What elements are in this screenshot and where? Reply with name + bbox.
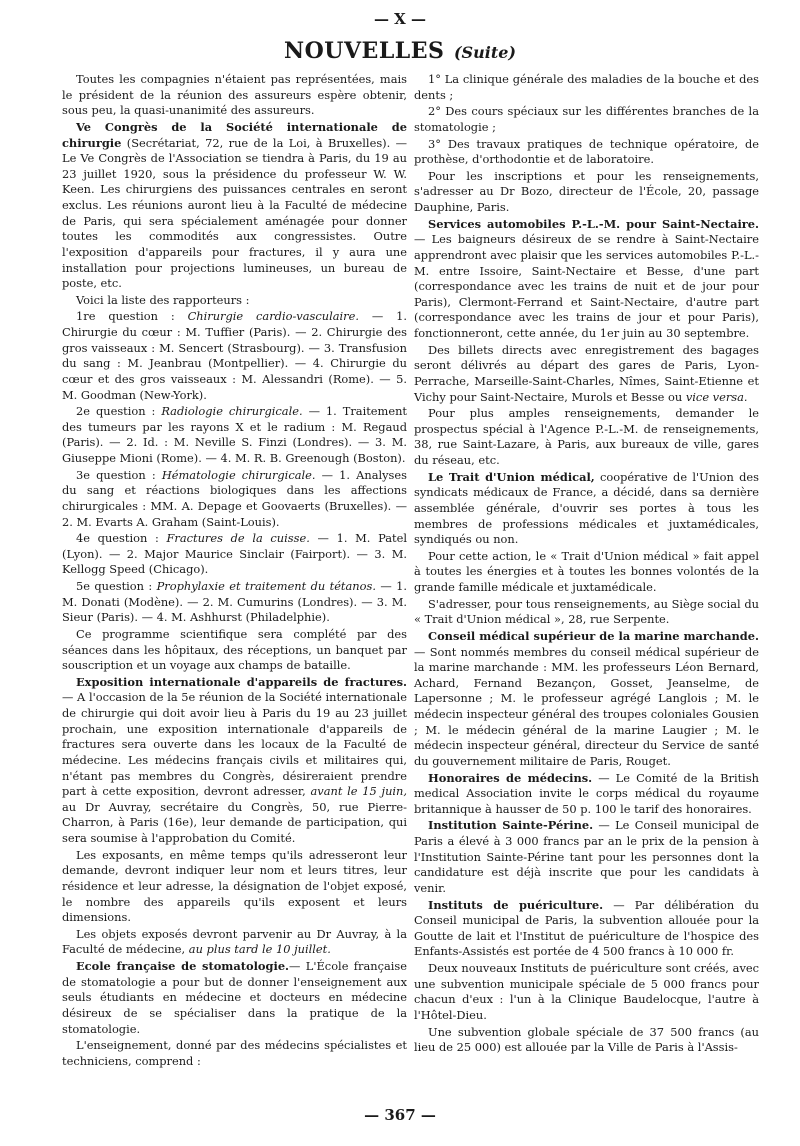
paragraph: Voici la liste des rapporteurs :	[76, 292, 250, 307]
paragraph	[414, 771, 759, 818]
news-body: — Les baigneurs désireux de se rendre à Saint-Nectaire apprendront avec plaisir que les services automobiles P.-L.-M. entre Issoire, Saint-Nectaire et Besse, d'une part (correspondance avec les trains de nuit et de jour pour Paris), Clermont-Ferrand et Saint-Nectaire, d'autre part (correspondance avec les trains de jour et pour Paris), fonctionneront, cette année, du 1er juin au 30 septembre.	[414, 232, 759, 340]
news-body: Des billets directs avec enregistrement des bagages seront délivrés au départ des gares de Paris, Lyon-Perrache, Marseille-Saint-Charles, Nîmes, Saint-Etienne et Vichy pour Saint-Nectaire, Murols et Besse ou	[414, 342, 759, 404]
news-heading: Honoraires de médecins.	[428, 770, 593, 785]
paragraph: Pour cette action, le « Trait d'Union médical » fait appel à toutes les énergies et à toutes les bonnes volontés de la grande famille médicale et juxtamédicale.	[414, 548, 759, 594]
news-heading: Exposition internationale d'appareils de fractures.	[76, 674, 407, 689]
title-suffix: (Suite)	[453, 43, 516, 62]
news-heading: Le Trait d'Union médical,	[428, 469, 595, 484]
paragraph	[62, 468, 407, 531]
news-heading: Instituts de puériculture.	[428, 897, 604, 912]
paragraph	[62, 675, 407, 847]
paragraph	[62, 927, 407, 958]
question-topic: Prophylaxie et traitement du tétanos.	[156, 579, 376, 593]
question-label: 5e question :	[76, 579, 157, 593]
news-italic: au plus tard le 10 juillet.	[188, 942, 331, 957]
question-text: — 1. M. Donati (Modène). — 2. M. Cumurins (Londres). — 3. M. Sieur (Paris). — 4. M. Ashhurst (Philadelphie).	[62, 579, 407, 625]
news-heading: Services automobiles P.-L.-M. pour Saint-Nectaire.	[428, 216, 759, 231]
paragraph: 2° Des cours spéciaux sur les différentes branches de la stomatologie ;	[414, 104, 759, 134]
news-heading: Conseil médical supérieur de la marine marchande.	[428, 628, 759, 643]
news-body: — Le Comité de la British medical Association invite le corps médical du royaume britannique à hausser de 50 p. 100 le tarif des honoraires.	[414, 770, 759, 816]
paragraph: Pour les inscriptions et pour les renseignements, s'adresser au Dr Bozo, directeur de l'École, 20, passage Dauphine, Paris.	[414, 168, 759, 214]
question-label: 4e question :	[76, 531, 167, 546]
title-main: NOUVELLES	[284, 38, 445, 64]
news-body: — Par délibération du Conseil municipal de Paris, la subvention allouée pour la Goutte de lait et l'Institut de puériculture de l'hospice des Enfants-Assistés est portée de 4 500 francs à 10 000 fr.	[414, 897, 759, 959]
paragraph: Ce programme scientifique sera complété par des séances dans les hôpitaux, des réceptions, un banquet par souscription et un voyage aux champs de bataille.	[62, 626, 407, 673]
news-body: Les objets exposés devront parvenir au Dr Auvray, à la Faculté de médecine,	[62, 926, 407, 957]
question-label: 3e question :	[76, 467, 162, 482]
question-label: 1re question :	[76, 309, 188, 324]
paragraph	[414, 818, 759, 896]
news-body: — Sont nommés membres du conseil médical supérieur de la marine marchande : MM. les professeurs Léon Bernard, Achard, Fernand Bezançon, Gosset, Jeanselme, de Lapersonne ; M. le professeur agrégé Langlois ; M. le médecin inspecteur général des troupes coloniales Gousien ; M. le médecin général de la marine Laugier ; M. le médecin inspecteur général, directeur du Service de santé du gouvernement militaire de Paris, Rouget.	[414, 644, 759, 768]
question-topic: Fractures de la cuisse.	[166, 531, 310, 546]
question-text: — 1. Analyses du sang et réactions biologiques dans les affections chirurgicales : MM. A. Depage et Goovaerts (Bruxelles). — 2. M. Evarts A. Graham (Saint-Louis).	[62, 467, 407, 529]
question-label: 2e question :	[76, 404, 162, 419]
news-italic: vice versa.	[685, 389, 748, 404]
paragraph: Toutes les compagnies n'étaient pas représentées, mais le président de la réunion des assureurs espère obtenir, sous peu, la quasi-unanimité des assureurs.	[62, 72, 407, 118]
news-body: — A l'occasion de la 5e réunion de la Société internationale de chirurgie qui doit avoir lieu à Paris du 19 au 23 juillet prochain, une exposition internationale d'appareils de fractures sera ouverte dans les locaux de la Faculté de médecine. Les médecins français civils et militaires qui, n'étant pas membres du Congrès, désireraient prendre part à cette exposition, devront adresser,	[62, 690, 407, 799]
news-body: au Dr Auvray, secrétaire du Congrès, 50, rue Pierre-Charron, à Paris (16e), leur demande de participation, qui sera soumise à l'approbation du Comité.	[62, 799, 407, 845]
paragraph: 3° Des travaux pratiques de technique opératoire, de prothèse, d'orthodontie et de laboratoire.	[414, 136, 759, 167]
question-text: — 1. Traitement des tumeurs par les rayons X et le radium : M. Regaud (Paris). — 2. Id. : M. Neville S. Finzi (Londres). — 3. M. Giuseppe Mioni (Rome). — 4. M. R. B. Greenough (Boston).	[62, 404, 407, 465]
news-heading: Institution Sainte-Périne.	[428, 818, 594, 833]
paragraph	[414, 217, 759, 342]
paragraph: L'enseignement, donné par des médecins spécialistes et techniciens, comprend :	[62, 1038, 407, 1068]
left-column	[62, 72, 407, 1070]
paragraph	[414, 898, 759, 961]
paragraph: Une subvention globale spéciale de 37 500 francs (au lieu de 25 000) est allouée par la Ville de Paris à l'Assis-	[414, 1024, 759, 1055]
news-heading: Ve Congrès de la Société internationale de chirurgie	[62, 119, 407, 150]
paragraph	[62, 579, 407, 626]
paragraph: Deux nouveaux Instituts de puériculture sont créés, avec une subvention municipale spéciale de 5 000 francs pour chacun d'eux : l'un à la Clinique Baudelocque, l'autre à l'Hôtel-Dieu.	[414, 961, 759, 1022]
news-italic: avant le 15 juin,	[310, 784, 408, 799]
right-column	[414, 72, 759, 1057]
question-topic: Chirurgie cardio-vasculaire.	[187, 309, 359, 324]
paragraph	[62, 404, 407, 467]
paragraph	[62, 959, 407, 1037]
question-topic: Hématologie chirurgicale.	[161, 467, 316, 482]
news-heading: Ecole française de stomatologie.	[76, 959, 290, 973]
paragraph	[414, 470, 759, 548]
paragraph: Les exposants, en même temps qu'ils adresseront leur demande, devront indiquer leur nom et leurs titres, leur résidence et leur adresse, la désignation de l'objet exposé, le nombre des appareils qu'ils exposent et leurs dimensions.	[62, 847, 407, 925]
paragraph	[62, 531, 407, 578]
paragraph: 1° La clinique générale des maladies de la bouche et des dents ;	[414, 72, 759, 102]
paragraph	[62, 120, 407, 292]
paragraph: Pour plus amples renseignements, demander le prospectus spécial à l'Agence P.-L.-M. de renseignements, 38, rue Saint-Lazare, à Paris, aux bureaux de ville, gares du réseau, etc.	[414, 406, 759, 467]
roman-page-number: — X —	[373, 10, 427, 28]
section-title	[0, 38, 800, 64]
paragraph: S'adresser, pour tous renseignements, au Siège social du « Trait d'Union médical », 28, rue Serpente.	[414, 596, 759, 627]
question-text: — 1. Chirurgie du cœur : M. Tuffier (Paris). — 2. Chirurgie des gros vaisseaux : M. Sencert (Strasbourg). — 3. Transfusion du sang : M. Jeanbrau (Montpellier). — 4. Chirurgie du cœur et des gros vaisseaux : M. Alessandri (Rome). — 5. M. Goodman (New-York).	[62, 309, 408, 402]
question-topic: Radiologie chirurgicale.	[161, 404, 303, 419]
paragraph	[414, 629, 759, 770]
question-text: — 1. M. Patel (Lyon). — 2. Major Maurice Sinclair (Fairport). — 3. M. Kellogg Speed (Chicago).	[62, 531, 407, 577]
page-number: — 367 —	[364, 1106, 436, 1124]
news-body: (Secrétariat, 72, rue de la Loi, à Bruxelles). — Le Ve Congrès de l'Association se tiendra à Paris, du 19 au 23 juillet 1920, sous la présidence du professeur W. W. Keen. Les chirurgiens des puissances centrales en seront exclus. Les réunions auront lieu à la Faculté de médecine de Paris, qui sera spécialement aménagée pour donner toutes les commodités aux congressistes. Outre l'exposition d'appareils pour fractures, il y aura une installation pour projections lumineuses, un bureau de poste, etc.	[62, 135, 407, 291]
news-body: coopérative de l'Union des syndicats médicaux de France, a décidé, dans sa dernière assemblée générale, d'ouvrir ses portes à tous les membres de professions médicales et juxtamédicales, syndiqués ou non.	[414, 469, 760, 547]
news-body: — Le Conseil municipal de Paris a élevé à 3 000 francs par an le prix de la pension à l'Institution Sainte-Périne tant pour les personnes dont la candidature est déjà inscrite que pour les candidats à venir.	[414, 818, 759, 895]
news-body: — L'École française de stomatologie a pour but de donner l'enseignement aux seuls étudiants en médecine et docteurs en médecine désireux de se spécialiser dans la pratique de la stomatologie.	[62, 959, 407, 1036]
paragraph	[62, 309, 407, 403]
paragraph	[414, 343, 759, 406]
